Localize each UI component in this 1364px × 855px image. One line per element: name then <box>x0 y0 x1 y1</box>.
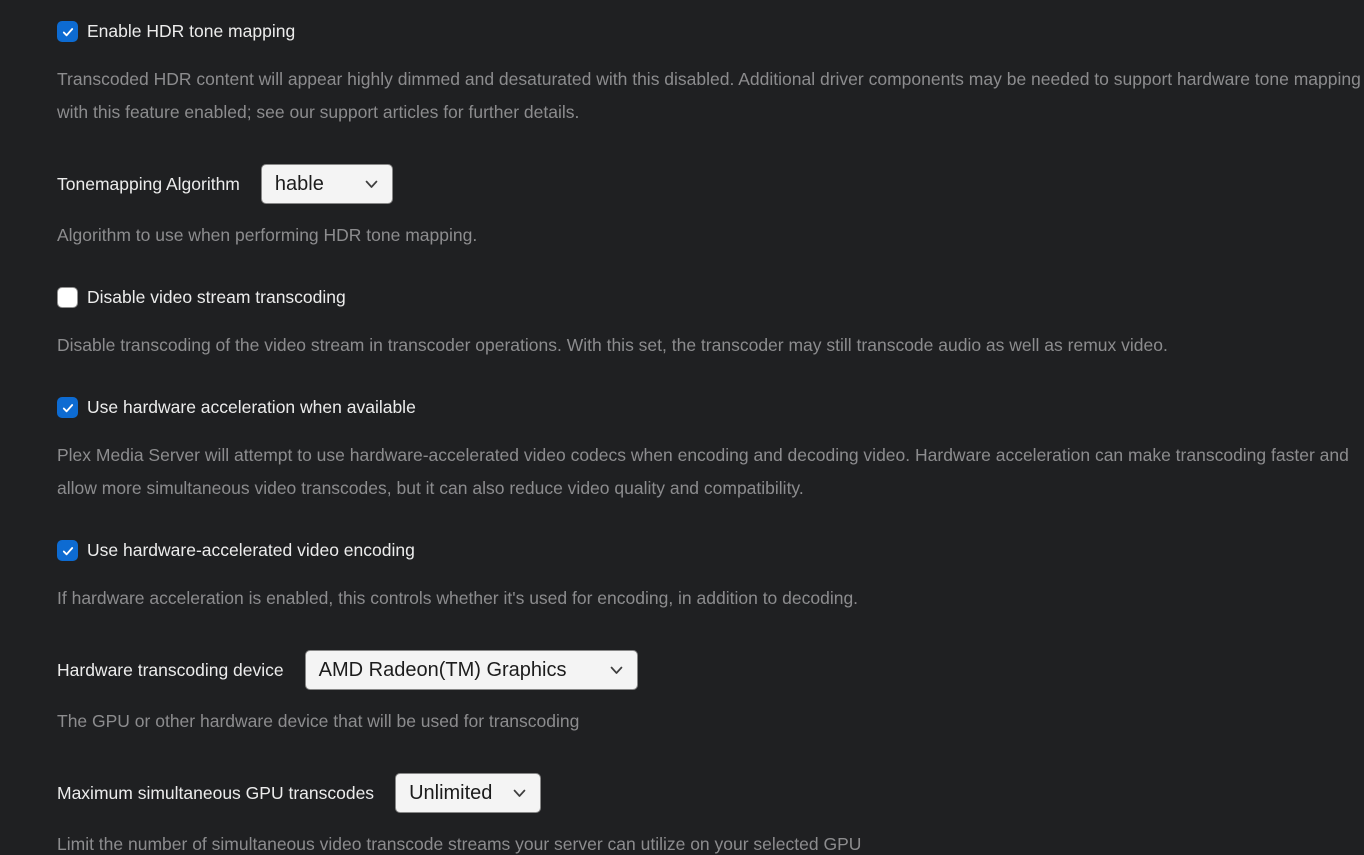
tonemapping-algorithm-label: Tonemapping Algorithm <box>57 173 240 194</box>
setting-description <box>57 63 1364 129</box>
setting-disable-video-stream-transcoding <box>57 287 1364 362</box>
checkbox-row <box>57 287 1364 308</box>
checkbox-row <box>57 540 1364 561</box>
chevron-down-icon <box>513 789 526 798</box>
use-hardware-acceleration-label[interactable]: Use hardware acceleration when available <box>87 397 416 417</box>
description-line: Disable transcoding of the video stream in transcoder operations. With this set, the transcoder may still transcode audio as well as remux video. <box>57 335 1168 355</box>
hardware-transcoding-device-label: Hardware transcoding device <box>57 659 284 680</box>
use-hardware-accelerated-video-encoding-checkbox[interactable] <box>57 540 78 561</box>
disable-video-stream-transcoding-checkbox[interactable] <box>57 287 78 308</box>
checkbox-row <box>57 397 1364 418</box>
description-line: Plex Media Server will attempt to use hardware-accelerated video codecs when encoding and decoding video. Hardware acceleration can make transcoding faster and <box>57 445 1349 465</box>
setting-hardware-transcoding-device <box>57 650 1364 738</box>
description-line: If hardware acceleration is enabled, this controls whether it's used for encoding, in addition to decoding. <box>57 588 859 608</box>
description-line: allow more simultaneous video transcodes, but it can also reduce video quality and compatibility. <box>57 478 804 498</box>
chevron-down-icon <box>365 180 378 189</box>
select-value: AMD Radeon(TM) Graphics <box>318 658 567 681</box>
setting-description <box>57 705 1364 738</box>
use-hardware-acceleration-checkbox[interactable] <box>57 397 78 418</box>
setting-maximum-simultaneous-gpu-transcodes <box>57 773 1364 855</box>
select-value: hable <box>274 172 324 195</box>
checkmark-icon <box>61 25 75 39</box>
select-row <box>57 164 1364 204</box>
setting-description <box>57 219 1364 252</box>
setting-enable-hdr-tone-mapping <box>57 21 1364 129</box>
select-value: Unlimited <box>409 781 493 804</box>
description-line: Limit the number of simultaneous video transcode streams your server can utilize on your selected GPU <box>57 834 862 854</box>
description-line: Algorithm to use when performing HDR tone mapping. <box>57 225 478 245</box>
setting-description <box>57 828 1364 855</box>
enable-hdr-tone-mapping-checkbox[interactable] <box>57 21 78 42</box>
enable-hdr-tone-mapping-label[interactable]: Enable HDR tone mapping <box>87 21 296 41</box>
select-row <box>57 773 1364 813</box>
tonemapping-algorithm-select[interactable] <box>261 164 393 204</box>
maximum-simultaneous-gpu-transcodes-label: Maximum simultaneous GPU transcodes <box>57 782 375 803</box>
setting-description <box>57 329 1364 362</box>
checkbox-row <box>57 21 1364 42</box>
use-hardware-accelerated-video-encoding-label[interactable]: Use hardware-accelerated video encoding <box>87 540 415 560</box>
maximum-simultaneous-gpu-transcodes-select[interactable] <box>395 773 541 813</box>
chevron-down-icon <box>610 666 623 675</box>
hardware-transcoding-device-select[interactable] <box>305 650 638 690</box>
setting-description <box>57 582 1364 615</box>
setting-tonemapping-algorithm <box>57 164 1364 252</box>
checkmark-icon <box>61 544 75 558</box>
disable-video-stream-transcoding-label[interactable]: Disable video stream transcoding <box>87 287 346 307</box>
description-line: The GPU or other hardware device that will be used for transcoding <box>57 711 580 731</box>
setting-use-hardware-accelerated-video-encoding <box>57 540 1364 615</box>
select-row <box>57 650 1364 690</box>
setting-description <box>57 439 1364 505</box>
setting-use-hardware-acceleration <box>57 397 1364 505</box>
checkmark-icon <box>61 401 75 415</box>
description-line: Transcoded HDR content will appear highly dimmed and desaturated with this disabled. Additional driver components may be needed to support hardware tone mapping <box>57 69 1361 89</box>
description-line: with this feature enabled; see our support articles for further details. <box>57 102 580 122</box>
